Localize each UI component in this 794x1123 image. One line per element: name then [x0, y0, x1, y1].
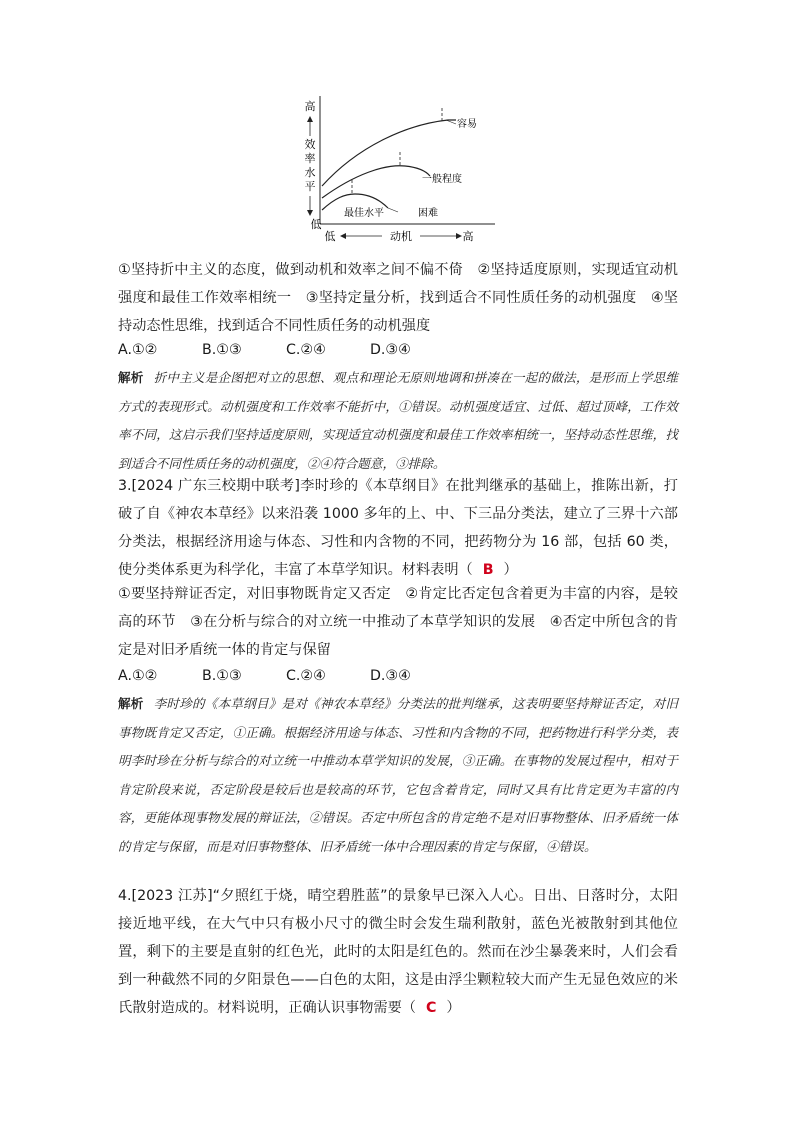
q3-option-a: A.①② — [118, 668, 158, 684]
curve-hard-leader — [388, 208, 398, 212]
curve-easy-label: 容易 — [457, 119, 477, 130]
q2-explanation — [118, 364, 678, 478]
x-arrow-left-head — [340, 233, 346, 239]
q4-stem — [118, 882, 678, 1022]
y-arrow-down-head — [307, 210, 313, 216]
q2-options — [118, 336, 454, 364]
q3-explanation — [118, 690, 678, 861]
q3-stem-end: ） — [503, 562, 518, 578]
q3-explain-label: 解析 — [118, 696, 144, 711]
q3-option-d: D.③④ — [370, 668, 411, 684]
y-label-1: 效 — [304, 138, 316, 151]
curve-hard-label: 困难 — [418, 208, 438, 219]
optimum-label: 最佳水平 — [344, 208, 384, 219]
x-axis-label: 动机 — [390, 230, 412, 243]
x-arrow-right-head — [456, 233, 462, 239]
y-label-3: 水 — [304, 166, 316, 179]
q4-answer: C — [425, 1000, 437, 1016]
y-label-4: 平 — [304, 180, 316, 193]
x-high-label: 高 — [462, 230, 474, 243]
q2-explain-label: 解析 — [118, 370, 144, 385]
q3-options — [118, 662, 454, 690]
q3-stem-text: 3.[2024 广东三校期中联考]李时珍的《本草纲目》在批判继承的基础上，推陈出新，打破了自《神农本草经》以来沿袭 1000 多年的上、中、下三品分类法，建立了三界十六部分类法，根据经济用途与体态、习性和内含物的不同，把药物分为 16 部，包括 60 类，使分类体系更为科学化，丰富了本草学知识。材料表明（ — [118, 478, 678, 578]
q4-stem-end: ） — [446, 1000, 461, 1016]
q2-statements: ①坚持折中主义的态度，做到动机和效率之间不偏不倚 ②坚持适度原则，实现适宜动机强度和最佳工作效率相统一 ③坚持定量分析，找到适合不同性质任务的动机强度 ④坚持动态性思维，找到适合不同性质任务的动机强度 — [118, 262, 678, 334]
q4-stem-text: 4.[2023 江苏]“夕照红于烧，晴空碧胜蓝”的景象早已深入人心。日出、日落时分，太阳接近地平线，在大气中只有极小尺寸的微尘时会发生瑞利散射，蓝色光被散射到其他位置，剩下的主要是直射的红色光，此时的太阳是红色的。然而在沙尘暴袭来时，人们会看到一种截然不同的夕阳景色——白色的太阳，这是由浮尘颗粒较大而产生无显色效应的米氏散射造成的。材料说明，正确认识事物需要（ — [118, 888, 678, 1016]
q3-option-c: C.②④ — [286, 668, 326, 684]
q2-option-c: C.②④ — [286, 342, 326, 358]
x-low-label: 低 — [324, 230, 336, 243]
y-low-label: 低 — [310, 218, 322, 231]
curve-medium-label: 一般程度 — [422, 174, 462, 185]
y-high-label: 高 — [304, 100, 316, 113]
y-arrow-up-head — [307, 116, 313, 122]
q2-option-d: D.③④ — [370, 342, 411, 358]
q3-explain-text: 李时珍的《本草纲目》是对《神农本草经》分类法的批判继承，这表明要坚持辩证否定，对旧事物既肯定又否定，①正确。根据经济用途与体态、习性和内含物的不同，把药物进行科学分类，表明李时珍在分析与综合的对立统一中推动本草学知识的发展，③正确。在事物的发展过程中，相对于肯定阶段来说，否定阶段是较后也是较高的环节，它包含着肯定，同时又具有比肯定更为丰富的内容，更能体现事物发展的辩证法，②错误。否定中所包含的肯定绝不是对旧事物整体、旧矛盾统一体的肯定与保留，而是对旧事物整体、旧矛盾统一体中合理因素的肯定与保留，④错误。 — [118, 696, 679, 854]
q3-stem — [118, 472, 678, 584]
q3-answer: B — [482, 562, 494, 578]
motivation-efficiency-figure — [300, 96, 500, 246]
q3-option-b: B.①③ — [202, 668, 242, 684]
q2-option-b: B.①③ — [202, 342, 242, 358]
q2-option-a: A.①② — [118, 342, 158, 358]
q3-statements: ①要坚持辩证否定，对旧事物既肯定又否定 ②肯定比否定包含着更为丰富的内容，是较高的环节 ③在分析与综合的对立统一中推动了本草学知识的发展 ④否定中所包含的肯定是对旧矛盾统一体的肯定与保留 — [118, 586, 678, 658]
y-label-2: 率 — [304, 152, 316, 165]
q2-explain-text: 折中主义是企图把对立的思想、观点和理论无原则地调和拼凑在一起的做法，是形而上学思维方式的表现形式。动机强度和工作效率不能折中，①错误。动机强度适宜、过低、超过顶峰，工作效率不同，这启示我们坚持适度原则，实现适宜动机强度和最佳工作效率相统一，坚持动态性思维，找到适合不同性质任务的动机强度，②④符合题意，③排除。 — [118, 370, 679, 471]
